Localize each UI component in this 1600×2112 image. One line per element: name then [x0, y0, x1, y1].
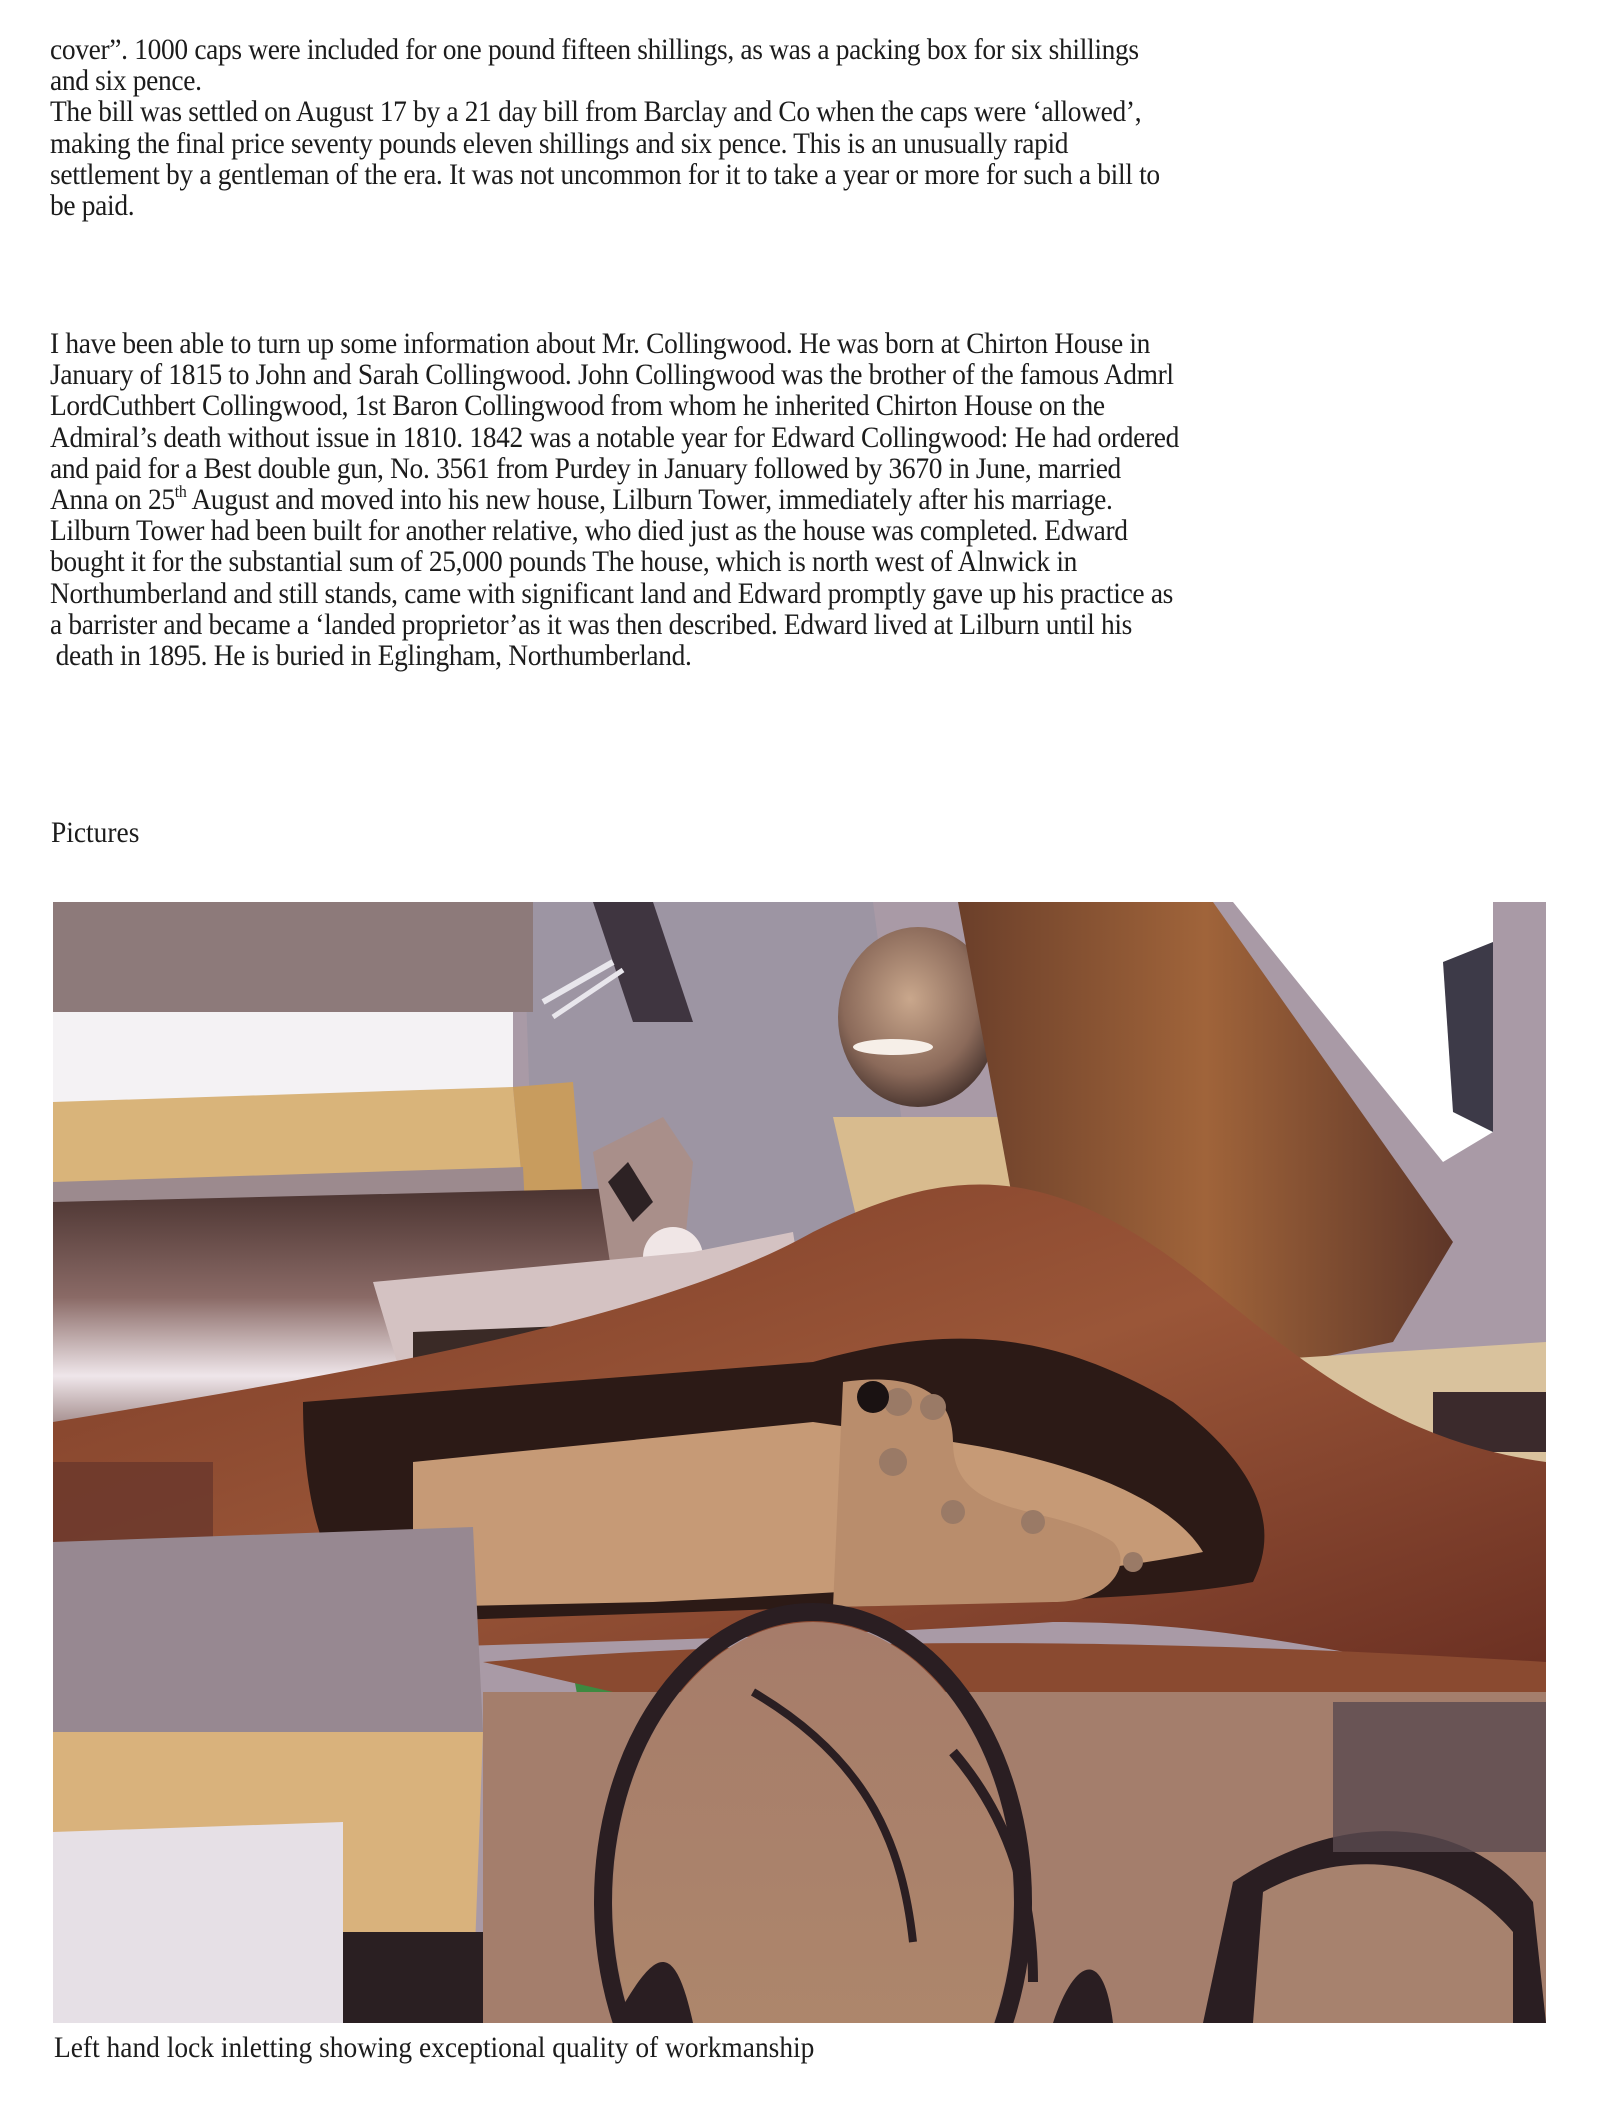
text-line: be paid. — [50, 189, 135, 222]
text-line: Lilburn Tower had been built for another relative, who died just as the house was completed. Edward — [50, 515, 1128, 548]
photo-illustration — [53, 902, 1546, 2023]
text-fragment: August and moved into his new house, Lilburn Tower, immediately after his marriage. — [186, 483, 1113, 516]
text-line: settlement by a gentleman of the era. It was not uncommon for it to take a year or more for such a bill to — [50, 158, 1160, 191]
text-line: death in 1895. He is buried in Eglingham, Northumberland. — [55, 639, 692, 672]
text-line: Northumberland and still stands, came with significant land and Edward promptly gave up his practice as — [50, 577, 1174, 610]
paragraph-collingwood-biography — [50, 329, 1464, 672]
text-line: bought it for the substantial sum of 25,000 pounds The house, which is north west of Alnwick in — [50, 546, 1078, 579]
text-fragment: Anna on 25 — [50, 483, 175, 516]
paragraph-bill-settlement — [50, 35, 1464, 222]
text-line-anna — [50, 481, 1464, 516]
text-line: Admiral’s death without issue in 1810. 1842 was a notable year for Edward Collingwood: He had ordered — [50, 421, 1180, 454]
text-line: making the final price seventy pounds eleven shillings and six pence. This is an unusually rapid — [50, 127, 1069, 160]
text-line: The bill was settled on August 17 by a 21 day bill from Barclay and Co when the caps were ‘allowed’, — [50, 96, 1142, 129]
text-line: LordCuthbert Collingwood, 1st Baron Collingwood from whom he inherited Chirton House on the — [50, 390, 1105, 423]
text-line: I have been able to turn up some information about Mr. Collingwood. He was born at Chirton House in — [50, 328, 1151, 360]
text-line: cover”. 1000 caps were included for one pound fifteen shillings, as was a packing box for six shillings — [50, 34, 1139, 66]
text-line: a barrister and became a ‘landed proprietor’as it was then described. Edward lived at Lilburn until his — [50, 608, 1133, 641]
figure-caption: Left hand lock inletting showing exceptional quality of workmanship — [54, 2032, 815, 2064]
gun-lock-photo — [53, 902, 1546, 2023]
text-line: and six pence. — [50, 65, 202, 98]
text-line: January of 1815 to John and Sarah Collingwood. John Collingwood was the brother of the famous Admrl — [50, 359, 1174, 392]
ordinal-superscript: th — [174, 481, 187, 501]
text-line: and paid for a Best double gun, No. 3561 from Purdey in January followed by 3670 in June, married — [50, 452, 1121, 485]
section-label-pictures: Pictures — [51, 817, 140, 849]
